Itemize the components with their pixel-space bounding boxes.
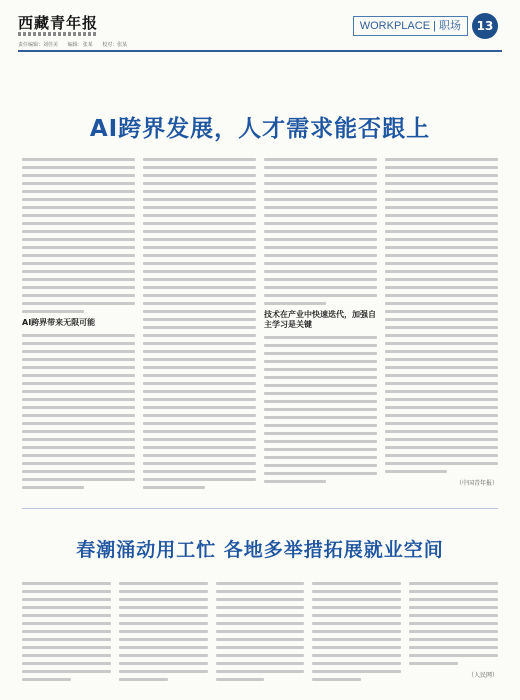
text-line: [264, 352, 377, 355]
text-line: [22, 478, 135, 481]
text-line: [264, 480, 326, 483]
text-line: [264, 238, 377, 241]
text-line: [143, 214, 256, 217]
text-line: [216, 678, 265, 681]
text-block: [264, 336, 377, 483]
masthead-decoration: [18, 32, 98, 36]
text-line: [264, 294, 377, 297]
text-line: [22, 670, 111, 673]
text-line: [264, 464, 377, 467]
text-line: [216, 622, 305, 625]
text-block: [264, 158, 377, 305]
text-line: [22, 454, 135, 457]
text-line: [143, 246, 256, 249]
text-block: [143, 158, 256, 489]
text-line: [22, 206, 135, 209]
text-line: [385, 246, 498, 249]
text-line: [22, 366, 135, 369]
text-line: [409, 654, 498, 657]
text-line: [385, 198, 498, 201]
text-line: [312, 646, 401, 649]
text-line: [143, 238, 256, 241]
text-line: [264, 456, 377, 459]
byline: （人民网）: [467, 672, 498, 679]
text-line: [385, 430, 498, 433]
subhead: 技术在产业中快速迭代，加强自主学习是关键: [264, 310, 376, 329]
text-line: [119, 638, 208, 641]
text-block: [22, 158, 135, 313]
text-line: [385, 174, 498, 177]
text-line: [22, 614, 111, 617]
text-line: [22, 470, 135, 473]
text-line: [22, 222, 135, 225]
text-line: [216, 638, 305, 641]
text-line: [22, 294, 135, 297]
text-line: [143, 470, 256, 473]
text-line: [22, 638, 111, 641]
text-line: [216, 654, 305, 657]
text-line: [264, 230, 377, 233]
text-line: [264, 182, 377, 185]
text-line: [143, 374, 256, 377]
text-block: [312, 582, 401, 681]
text-line: [22, 446, 135, 449]
text-line: [22, 654, 111, 657]
text-line: [385, 318, 498, 321]
text-line: [143, 230, 256, 233]
text-line: [385, 422, 498, 425]
text-line: [22, 286, 135, 289]
text-column: [264, 158, 377, 498]
text-line: [216, 582, 305, 585]
text-line: [143, 222, 256, 225]
text-line: [22, 382, 135, 385]
text-line: [143, 382, 256, 385]
text-line: [312, 614, 401, 617]
text-line: [143, 294, 256, 297]
text-column: [119, 582, 208, 690]
text-line: [385, 190, 498, 193]
text-line: [22, 590, 111, 593]
text-line: [385, 326, 498, 329]
text-line: [143, 478, 256, 481]
text-line: [409, 630, 498, 633]
text-line: [119, 662, 208, 665]
text-line: [143, 286, 256, 289]
text-line: [264, 440, 377, 443]
text-line: [119, 606, 208, 609]
text-line: [385, 270, 498, 273]
text-line: [312, 654, 401, 657]
text-line: [22, 158, 135, 161]
text-line: [264, 286, 377, 289]
text-line: [216, 630, 305, 633]
text-line: [264, 392, 377, 395]
text-line: [22, 430, 135, 433]
text-line: [216, 662, 305, 665]
text-line: [22, 334, 135, 337]
text-line: [264, 278, 377, 281]
text-column: [409, 582, 498, 690]
text-line: [22, 270, 135, 273]
text-line: [22, 598, 111, 601]
text-line: [143, 342, 256, 345]
text-line: [119, 622, 208, 625]
text-column: [143, 158, 256, 498]
text-line: [264, 206, 377, 209]
text-line: [22, 310, 84, 313]
page-number: 13: [472, 13, 498, 39]
text-line: [385, 182, 498, 185]
text-line: [22, 182, 135, 185]
text-block: [216, 582, 305, 681]
text-line: [264, 270, 377, 273]
text-line: [264, 472, 377, 475]
text-line: [409, 598, 498, 601]
text-line: [22, 414, 135, 417]
text-block: [22, 334, 135, 489]
text-line: [143, 198, 256, 201]
text-line: [143, 334, 256, 337]
text-line: [22, 406, 135, 409]
text-line: [22, 390, 135, 393]
text-line: [22, 582, 111, 585]
text-line: [22, 678, 71, 681]
text-line: [22, 646, 111, 649]
text-line: [264, 190, 377, 193]
text-line: [385, 214, 498, 217]
text-column: [216, 582, 305, 690]
text-line: [22, 630, 111, 633]
text-line: [264, 222, 377, 225]
text-line: [22, 174, 135, 177]
text-line: [409, 638, 498, 641]
article-body: [22, 582, 498, 690]
text-line: [385, 254, 498, 257]
text-block: [385, 158, 498, 473]
text-line: [264, 198, 377, 201]
text-line: [22, 374, 135, 377]
text-line: [264, 158, 377, 161]
text-line: [22, 238, 135, 241]
text-line: [143, 278, 256, 281]
text-line: [119, 614, 208, 617]
text-line: [385, 334, 498, 337]
issue-item: 责任编辑：刘佳美: [18, 42, 59, 48]
text-column: [22, 582, 111, 690]
text-line: [385, 462, 498, 465]
text-column: [312, 582, 401, 690]
text-line: [22, 214, 135, 217]
text-line: [22, 246, 135, 249]
masthead: [18, 8, 502, 48]
text-line: [216, 590, 305, 593]
text-line: [22, 358, 135, 361]
text-line: [143, 206, 256, 209]
text-line: [22, 622, 111, 625]
text-line: [264, 262, 377, 265]
text-line: [216, 614, 305, 617]
text-line: [264, 166, 377, 169]
text-line: [143, 454, 256, 457]
text-line: [385, 446, 498, 449]
text-line: [143, 358, 256, 361]
text-line: [143, 302, 256, 305]
text-line: [22, 230, 135, 233]
text-line: [143, 350, 256, 353]
issue-info: [18, 41, 135, 48]
text-column: [22, 158, 135, 498]
byline: （中国青年报）: [455, 480, 498, 487]
text-line: [264, 254, 377, 257]
text-line: [385, 166, 498, 169]
article-body: [22, 158, 498, 498]
text-column: [385, 158, 498, 498]
text-line: [119, 590, 208, 593]
text-line: [143, 166, 256, 169]
text-line: [312, 606, 401, 609]
text-line: [143, 310, 256, 313]
text-line: [143, 438, 256, 441]
text-line: [22, 278, 135, 281]
text-line: [385, 238, 498, 241]
text-line: [143, 462, 256, 465]
text-line: [385, 366, 498, 369]
text-line: [264, 246, 377, 249]
text-line: [385, 390, 498, 393]
text-line: [385, 438, 498, 441]
text-line: [216, 670, 305, 673]
text-line: [409, 622, 498, 625]
text-line: [385, 382, 498, 385]
article-separator: [22, 508, 498, 509]
text-line: [312, 662, 401, 665]
text-line: [264, 336, 377, 339]
text-line: [143, 430, 256, 433]
text-line: [409, 606, 498, 609]
text-line: [143, 414, 256, 417]
issue-item: 校对：张某: [102, 42, 128, 48]
text-block: [409, 582, 498, 665]
text-line: [385, 206, 498, 209]
text-line: [264, 344, 377, 347]
text-line: [264, 368, 377, 371]
text-line: [143, 406, 256, 409]
text-line: [385, 262, 498, 265]
text-line: [143, 182, 256, 185]
paper-name: 西藏青年报: [18, 14, 99, 32]
text-line: [143, 158, 256, 161]
text-line: [264, 214, 377, 217]
text-line: [312, 582, 401, 585]
text-line: [143, 486, 205, 489]
text-line: [119, 598, 208, 601]
text-line: [143, 190, 256, 193]
text-line: [143, 318, 256, 321]
text-line: [264, 302, 326, 305]
text-line: [264, 448, 377, 451]
text-line: [264, 424, 377, 427]
text-line: [119, 654, 208, 657]
text-line: [385, 406, 498, 409]
text-line: [22, 486, 84, 489]
text-line: [143, 174, 256, 177]
text-block: [119, 582, 208, 681]
text-line: [143, 262, 256, 265]
text-line: [385, 294, 498, 297]
text-line: [385, 278, 498, 281]
section-label: WORKPLACE | 职场: [353, 16, 468, 36]
text-line: [385, 350, 498, 353]
text-line: [143, 254, 256, 257]
text-line: [22, 342, 135, 345]
text-line: [143, 446, 256, 449]
text-line: [143, 398, 256, 401]
text-line: [312, 590, 401, 593]
text-line: [312, 630, 401, 633]
text-line: [385, 398, 498, 401]
text-line: [264, 416, 377, 419]
text-line: [385, 310, 498, 313]
text-line: [312, 678, 361, 681]
text-line: [22, 254, 135, 257]
text-line: [264, 174, 377, 177]
text-line: [264, 432, 377, 435]
text-line: [22, 198, 135, 201]
text-line: [264, 408, 377, 411]
text-line: [143, 366, 256, 369]
text-line: [216, 598, 305, 601]
text-line: [385, 222, 498, 225]
text-line: [22, 302, 135, 305]
text-line: [264, 400, 377, 403]
text-line: [216, 646, 305, 649]
text-line: [119, 678, 168, 681]
text-line: [312, 670, 401, 673]
article-headline: AI跨界发展，人才需求能否跟上: [89, 116, 431, 142]
text-line: [385, 470, 447, 473]
text-line: [409, 614, 498, 617]
text-line: [312, 622, 401, 625]
text-line: [409, 590, 498, 593]
text-line: [22, 438, 135, 441]
text-line: [22, 462, 135, 465]
text-line: [264, 384, 377, 387]
text-line: [385, 358, 498, 361]
text-line: [22, 662, 111, 665]
text-line: [385, 302, 498, 305]
text-line: [409, 662, 458, 665]
text-line: [22, 350, 135, 353]
text-line: [22, 190, 135, 193]
article-headline: 春潮涌动用工忙 各地多举措拓展就业空间: [76, 539, 444, 561]
text-line: [385, 374, 498, 377]
text-line: [264, 376, 377, 379]
issue-item: 编辑：张某: [67, 42, 93, 48]
text-line: [312, 598, 401, 601]
text-line: [385, 454, 498, 457]
text-block: [22, 582, 111, 681]
text-line: [409, 646, 498, 649]
text-line: [119, 630, 208, 633]
text-line: [143, 422, 256, 425]
text-line: [22, 262, 135, 265]
text-line: [143, 270, 256, 273]
subhead: AI跨界带来无限可能: [22, 318, 96, 327]
text-line: [143, 326, 256, 329]
text-line: [385, 342, 498, 345]
text-line: [385, 230, 498, 233]
text-line: [119, 582, 208, 585]
text-line: [22, 422, 135, 425]
text-line: [22, 606, 111, 609]
text-line: [385, 414, 498, 417]
text-line: [385, 158, 498, 161]
text-line: [119, 646, 208, 649]
text-line: [216, 606, 305, 609]
text-line: [143, 390, 256, 393]
text-line: [264, 360, 377, 363]
text-line: [22, 166, 135, 169]
top-rule: [18, 50, 502, 52]
text-line: [409, 582, 498, 585]
text-line: [22, 398, 135, 401]
text-line: [119, 670, 208, 673]
text-line: [385, 286, 498, 289]
text-line: [312, 638, 401, 641]
